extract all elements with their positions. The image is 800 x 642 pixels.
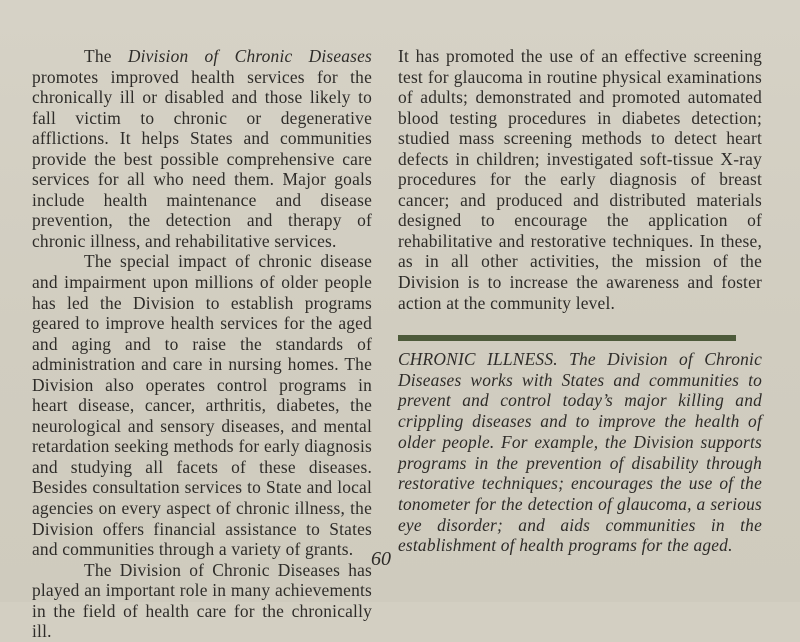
right-column	[398, 46, 762, 313]
caption-text: CHRONIC ILLNESS. The Division of Chronic Diseases works with States and communities to prevent and control today’s major killing and crippling diseases and to improve the health of older people. For example, the Division supports programs in the prevention of disability through restorative techniques; encourages the use of the tonometer for the detection of glaucoma, a serious eye disorder; and aids communities in the establishment of health programs for the aged.	[398, 349, 762, 556]
division-name: Division of Chronic Diseases	[127, 46, 373, 66]
left-paragraph-1-body: promotes improved health services for the chronically ill or disabled and those likely to fall victim to chronic or degenerative afflictions. It helps States and communities provide the best possible comprehensive care services for all who need them. Major goals include health maintenance and disease prevention, the detection and therapy of chronic illness, and rehabilitative services.	[32, 66, 372, 251]
left-paragraph-1-lead: The	[84, 46, 128, 66]
page-number: 60	[371, 548, 391, 570]
right-paragraph-1: It has promoted the use of an effective screening test for glaucoma in routine physical examinations of adults; demonstrated and promoted automated blood testing procedures in diabetes detection; studied mass screening methods to detect heart defects in children; investigated soft-tissue X-ray procedures for the early diagnosis of breast cancer; and produced and distributed materials designed to encourage the application of rehabilitative and restorative techniques. In these, as in all other activities, the mission of the Division is to increase the awareness and foster action at the community level.	[398, 46, 762, 313]
left-column	[32, 46, 372, 642]
left-paragraph-1	[32, 46, 372, 251]
section-divider-bar	[398, 335, 736, 341]
left-paragraph-2: The special impact of chronic disease and impairment upon millions of older people has led the Division to establish programs geared to improve health services for the aged and aging and to raise the standards of administration and care in nursing homes. The Division also operates control programs in heart disease, cancer, arthritis, diabetes, the neurological and sensory diseases, and mental retardation seeking methods for early diagnosis and studying all facets of these diseases. Besides consultation services to State and local agencies on every aspect of chronic illness, the Division offers financial assistance to States and communities through a variety of grants.	[32, 251, 372, 560]
caption-block	[398, 349, 762, 556]
left-paragraph-3: The Division of Chronic Diseases has played an important role in many achievements in the field of health care for the chronically ill.	[32, 559, 372, 642]
